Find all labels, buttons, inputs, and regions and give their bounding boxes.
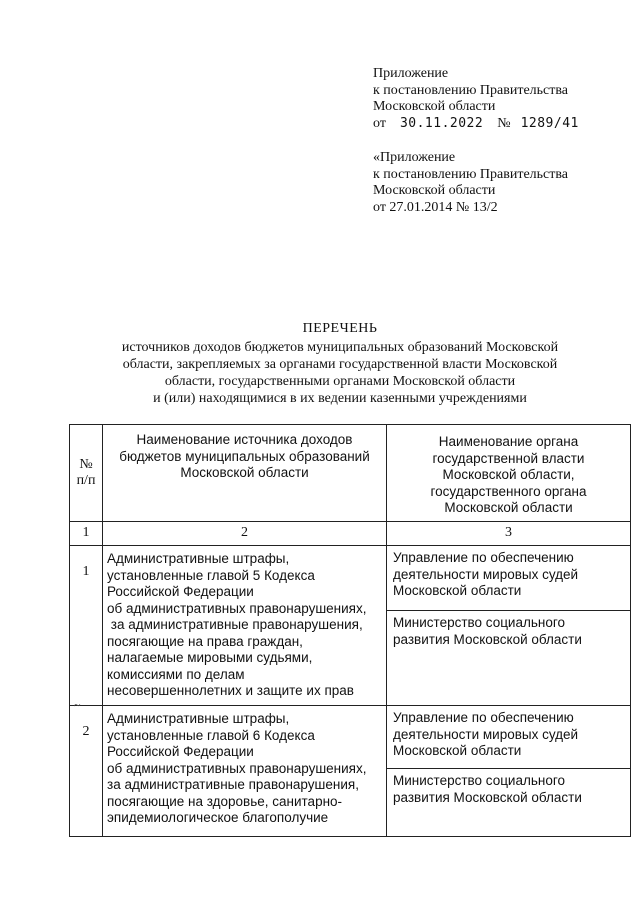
table-row (70, 706, 631, 837)
source-line: за административные правонарушения, (107, 617, 363, 632)
organ-line: развития Московской области (393, 789, 582, 805)
appendix-line: Московской области (373, 183, 496, 198)
date-prefix: от (373, 115, 386, 131)
organ-line: Московской области (393, 583, 522, 598)
header-text: бюджетов муниципальных образований (119, 448, 370, 464)
appendix-block (373, 66, 579, 132)
resolution-number: 1289/41 (520, 115, 579, 131)
organ-entry (387, 706, 630, 769)
source-line: об административных правонарушениях, (107, 760, 367, 776)
organ-cell (387, 546, 631, 706)
appendix-line: к постановлению Правительства (373, 82, 569, 98)
header-text: Московской области, (442, 467, 575, 482)
organ-entry (387, 546, 630, 611)
organ-line: развития Московской области (393, 631, 582, 647)
header-cell-source (103, 425, 387, 522)
organ-line: деятельности мировых судей (393, 726, 579, 742)
header-cell-number (70, 425, 103, 522)
title-line: области, закрепляемых за органами государственной власти Московской (122, 357, 558, 372)
header-text: государственной власти (432, 450, 585, 466)
organ-line: деятельности мировых судей (393, 566, 579, 582)
organ-cell (387, 706, 631, 837)
table-row (70, 546, 631, 706)
revenue-source-cell (103, 546, 387, 706)
header-text: Московской области (444, 500, 573, 515)
title-line: источников доходов бюджетов муниципальных образований Московской (121, 340, 559, 355)
title-heading: ПЕРЕЧЕНЬ (302, 321, 378, 336)
source-line: установленные главой 6 Кодекса (107, 727, 315, 743)
header-text: п/п (76, 473, 96, 488)
source-line: налагаемые мировыми судьями, (107, 650, 313, 665)
scan-mark: ~ (74, 698, 81, 712)
organ-line: Управление по обеспечению (393, 550, 574, 565)
source-line: посягающие на здоровье, санитарно- (107, 793, 343, 809)
column-number-row (70, 522, 631, 546)
source-line: эпидемиологическое благополучие (107, 810, 329, 825)
source-line: об административных правонарушениях, (107, 600, 367, 616)
column-number: 1 (70, 522, 103, 546)
appendix-line: Московской области (373, 99, 496, 114)
header-text: государственного органа (430, 483, 587, 499)
source-line: установленные главой 5 Кодекса (107, 567, 315, 583)
organ-entry (387, 611, 630, 652)
source-line: комиссиями по делам (107, 666, 245, 682)
column-number: 3 (387, 522, 631, 546)
appendix-line: к постановлению Правительства (373, 166, 569, 182)
source-line: Административные штрафы, (107, 711, 290, 726)
column-number: 2 (103, 522, 387, 546)
header-cell-organ (387, 425, 631, 522)
header-text: Наименование органа (438, 434, 579, 449)
appendix-line: «Приложение (373, 150, 456, 165)
header-text: Московской области (180, 465, 309, 480)
revenue-sources-table (69, 424, 631, 837)
source-line: посягающие на права граждан, (107, 633, 303, 649)
source-line: Российской Федерации (107, 744, 254, 759)
table-header-row (70, 425, 631, 522)
appendix-line: от 27.01.2014 № 13/2 (373, 199, 498, 215)
header-text: Наименование источника доходов (136, 432, 353, 447)
header-text: № (79, 456, 93, 472)
organ-entry (387, 769, 630, 810)
source-line: Административные штрафы, (107, 551, 290, 566)
title-line: и (или) находящимися в их ведении казенными учреждениями (153, 391, 527, 406)
appendix-reference-block (373, 150, 568, 216)
organ-line: Управление по обеспечению (393, 710, 574, 725)
row-number: 2 (70, 706, 103, 837)
row-number: 1 (70, 546, 103, 706)
resolution-date-line (373, 116, 579, 133)
appendix-line: Приложение (373, 66, 449, 81)
document-title (60, 320, 620, 407)
number-prefix: № (497, 115, 511, 131)
revenue-source-cell (103, 706, 387, 837)
title-line: области, государственными органами Московской области (164, 374, 516, 389)
resolution-date: 30.11.2022 (399, 115, 484, 131)
organ-line: Министерство социального (393, 615, 565, 630)
organ-line: Министерство социального (393, 773, 565, 788)
source-line: несовершеннолетних и защите их прав (107, 683, 354, 698)
source-line: Российской Федерации (107, 584, 254, 599)
source-line: за административные правонарушения, (107, 777, 359, 792)
organ-line: Московской области (393, 743, 522, 758)
